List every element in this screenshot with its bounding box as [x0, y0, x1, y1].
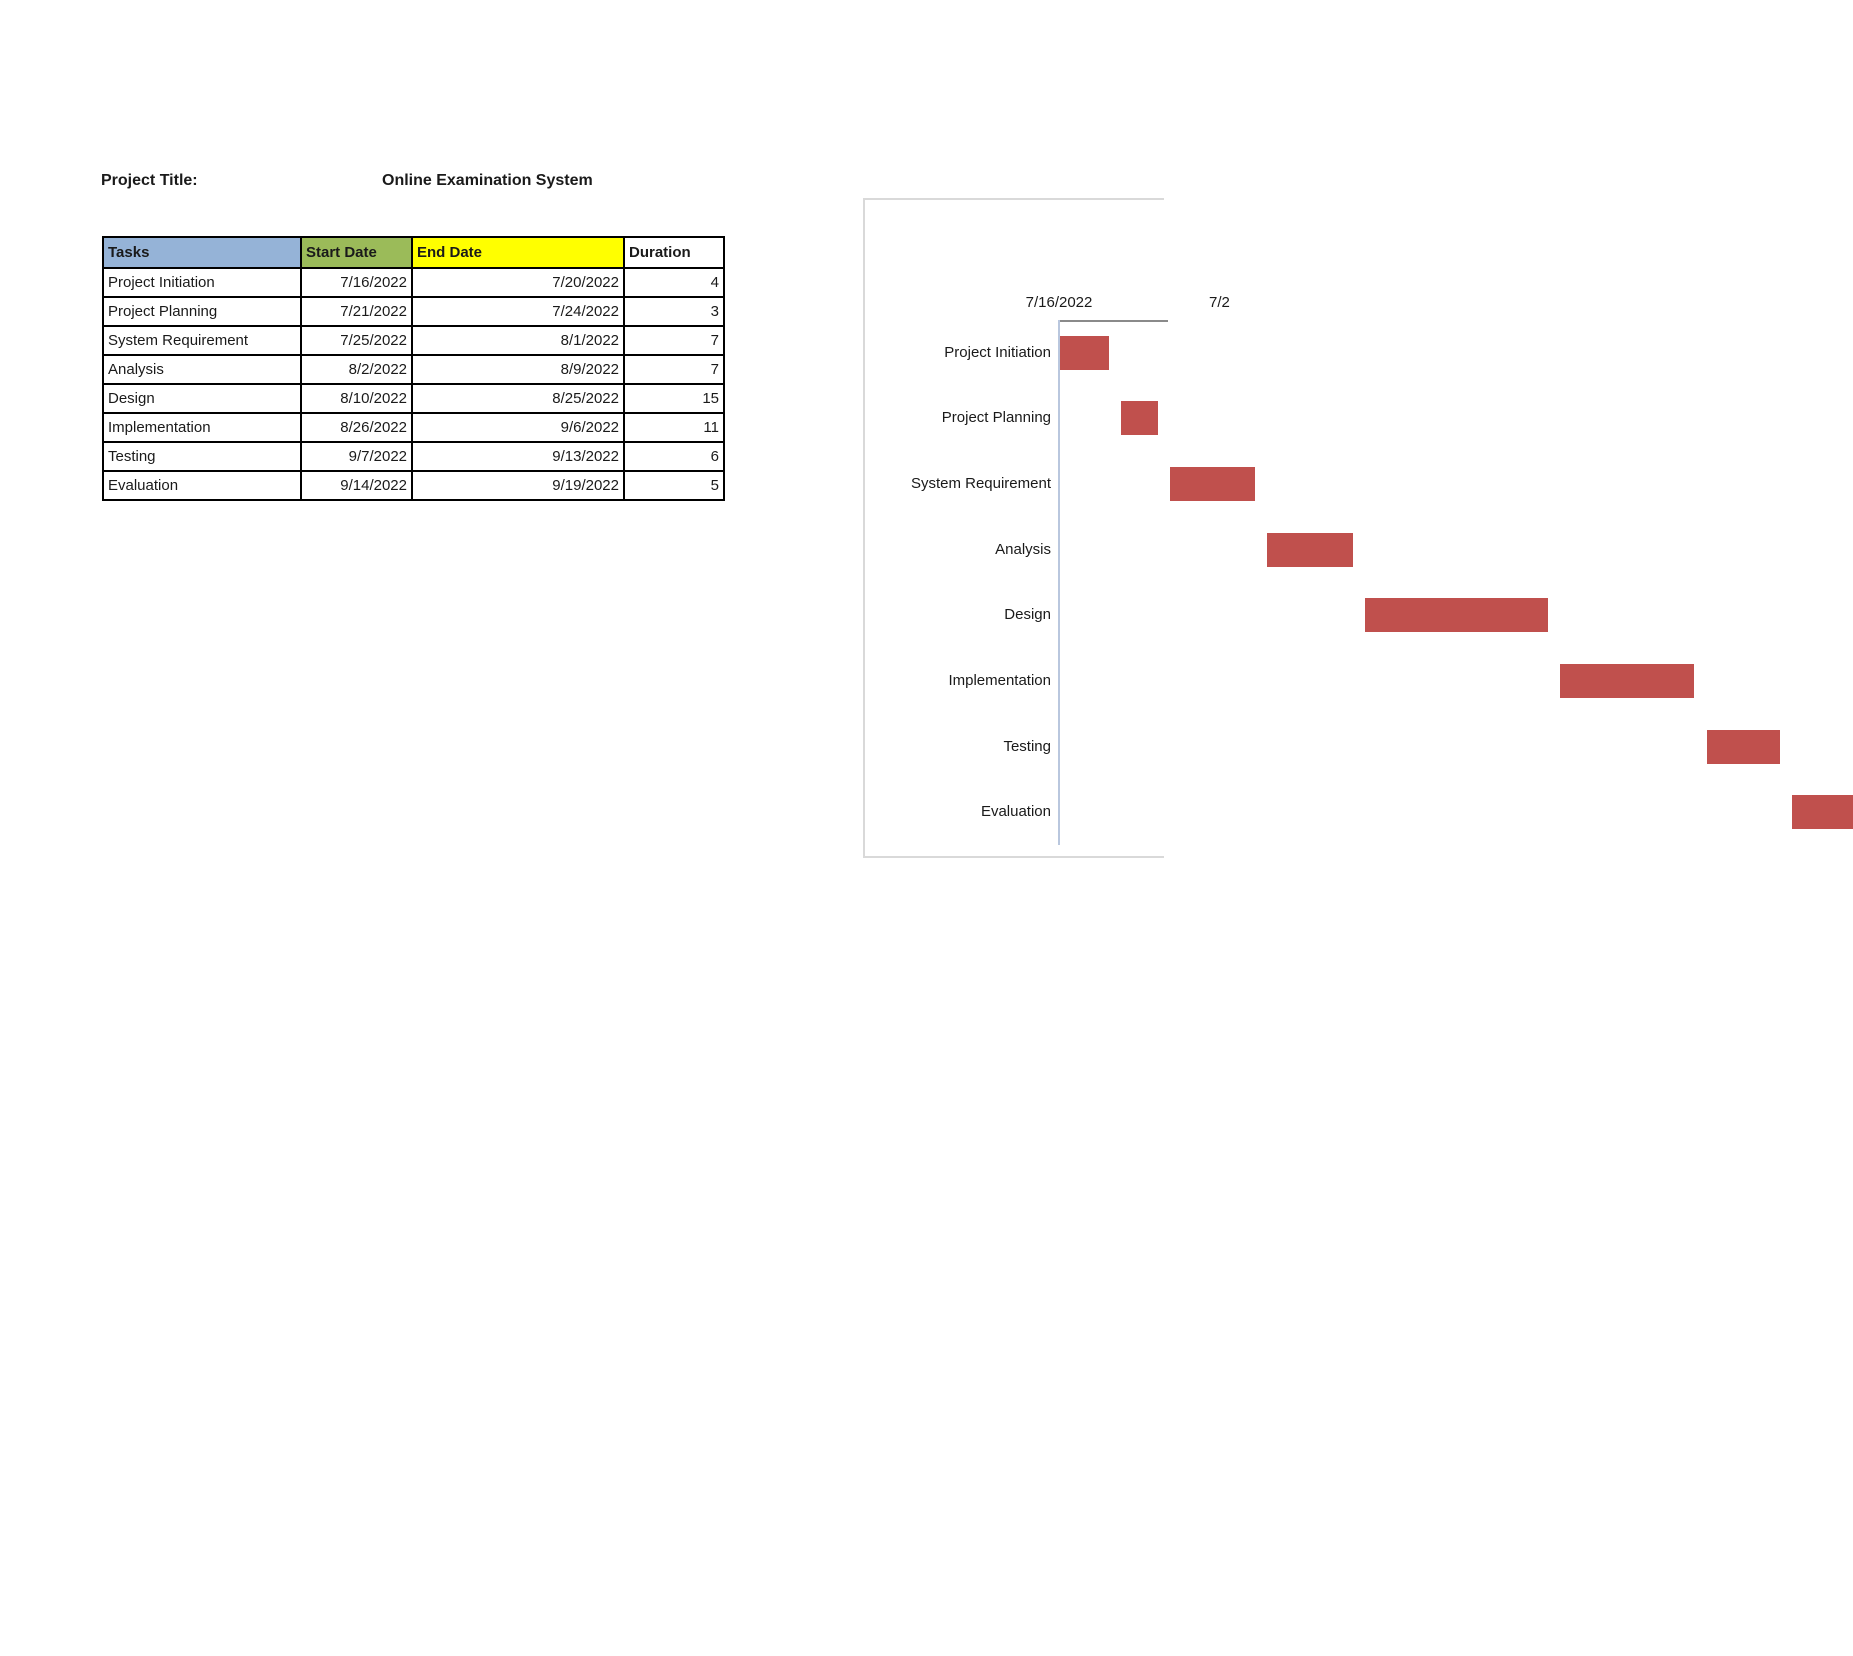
task-cell[interactable]: Design: [103, 384, 301, 413]
chart-category-axis-line: [1058, 320, 1060, 845]
task-cell[interactable]: Testing: [103, 442, 301, 471]
duration-cell[interactable]: 6: [624, 442, 724, 471]
end-date-cell[interactable]: 8/1/2022: [412, 326, 624, 355]
start-date-cell[interactable]: 8/26/2022: [301, 413, 412, 442]
category-label: Evaluation: [980, 803, 1051, 821]
table-row: [103, 326, 724, 355]
start-date-cell[interactable]: 7/16/2022: [301, 268, 412, 297]
start-date-cell[interactable]: 8/2/2022: [301, 355, 412, 384]
task-cell[interactable]: Project Planning: [103, 297, 301, 326]
end-date-cell[interactable]: 9/13/2022: [412, 442, 624, 471]
table-row: [103, 384, 724, 413]
tasks-table: [102, 236, 725, 501]
start-date-cell[interactable]: 8/10/2022: [301, 384, 412, 413]
duration-cell[interactable]: 7: [624, 355, 724, 384]
end-date-cell[interactable]: 8/25/2022: [412, 384, 624, 413]
category-label: Project Planning: [941, 409, 1051, 427]
end-date-cell[interactable]: 9/19/2022: [412, 471, 624, 500]
category-label: Project Initiation: [944, 343, 1051, 361]
category-label: System Requirement: [910, 475, 1051, 493]
table-row: [103, 268, 724, 297]
start-date-cell[interactable]: 9/7/2022: [301, 442, 412, 471]
x-axis-tick-label: 7/2: [1209, 294, 1230, 311]
gantt-chart[interactable]: [863, 198, 1230, 858]
table-row: [103, 442, 724, 471]
start-date-cell[interactable]: 7/21/2022: [301, 297, 412, 326]
category-label: Analysis: [995, 540, 1051, 558]
duration-cell[interactable]: 3: [624, 297, 724, 326]
header-cell-start-date[interactable]: Start Date: [301, 237, 412, 268]
header-cell-duration[interactable]: Duration: [624, 237, 724, 268]
category-label: Design: [1004, 606, 1051, 624]
duration-cell[interactable]: 5: [624, 471, 724, 500]
end-date-cell[interactable]: 7/24/2022: [412, 297, 624, 326]
task-cell[interactable]: Project Initiation: [103, 268, 301, 297]
category-label: Implementation: [948, 671, 1051, 689]
end-date-cell[interactable]: 9/6/2022: [412, 413, 624, 442]
duration-cell[interactable]: 15: [624, 384, 724, 413]
gantt-bar: [1707, 730, 1780, 764]
start-date-cell[interactable]: 9/14/2022: [301, 471, 412, 500]
duration-cell[interactable]: 7: [624, 326, 724, 355]
chart-date-axis-line: [1058, 320, 1168, 322]
gantt-bar: [1365, 598, 1548, 632]
gantt-bar: [1170, 467, 1255, 501]
task-cell[interactable]: Evaluation: [103, 471, 301, 500]
gantt-bar: [1060, 336, 1109, 370]
gantt-bar: [1792, 795, 1853, 829]
x-axis-tick-label: 7/16/2022: [1025, 294, 1093, 311]
duration-cell[interactable]: 4: [624, 268, 724, 297]
end-date-cell[interactable]: 7/20/2022: [412, 268, 624, 297]
header-cell-end-date[interactable]: End Date: [412, 237, 624, 268]
table-row: [103, 355, 724, 384]
start-date-cell[interactable]: 7/25/2022: [301, 326, 412, 355]
gantt-bar: [1267, 533, 1352, 567]
gantt-bar: [1121, 401, 1158, 435]
project-title-label[interactable]: Project Title:: [101, 172, 198, 189]
task-cell[interactable]: System Requirement: [103, 326, 301, 355]
table-row: [103, 413, 724, 442]
category-label: Testing: [1003, 737, 1051, 755]
task-cell[interactable]: Analysis: [103, 355, 301, 384]
gantt-bar: [1560, 664, 1694, 698]
table-row: [103, 471, 724, 500]
tasks-table-header-row: [103, 237, 724, 268]
duration-cell[interactable]: 11: [624, 413, 724, 442]
project-title-value[interactable]: Online Examination System: [382, 172, 593, 189]
table-row: [103, 297, 724, 326]
header-cell-tasks[interactable]: Tasks: [103, 237, 301, 268]
end-date-cell[interactable]: 8/9/2022: [412, 355, 624, 384]
task-cell[interactable]: Implementation: [103, 413, 301, 442]
